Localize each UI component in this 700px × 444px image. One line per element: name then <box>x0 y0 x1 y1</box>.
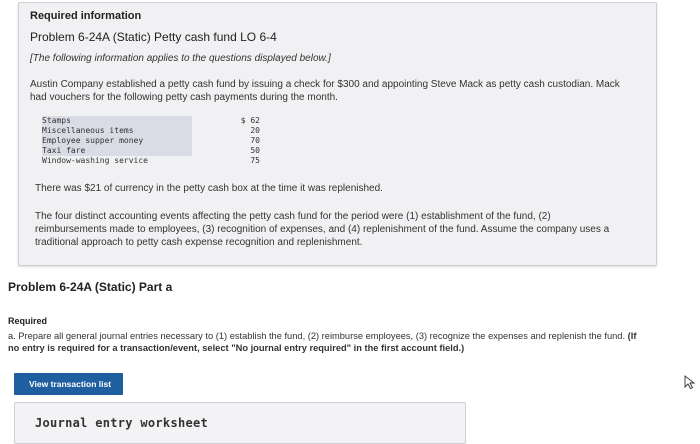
voucher-label: Stamps <box>42 116 192 126</box>
table-row <box>42 116 260 126</box>
mouse-cursor-icon <box>684 375 696 389</box>
problem-title: Problem 6-24A (Static) Petty cash fund LO 6-4 <box>30 30 277 44</box>
voucher-amount: 50 <box>250 146 260 155</box>
journal-entry-worksheet-panel[interactable] <box>14 402 466 444</box>
required-information-heading: Required information <box>30 10 142 22</box>
voucher-amount: 70 <box>250 136 260 145</box>
voucher-amount: 20 <box>250 126 260 135</box>
required-text: a. Prepare all general journal entries necessary to (1) establish the fund, (2) reimburse employees, (3) recognize the expenses and replenish the fund. <box>8 331 626 341</box>
required-bold-note: (If no entry is required for a transaction/event, select "No journal entry required" in the first account field.) <box>8 331 637 353</box>
events-paragraph: The four distinct accounting events affecting the petty cash fund for the period were (1) establishment of the fund, (2) reimbursements made to employees, (3) recognition of expenses, and (4) replenishment of the fund. Assume the company uses a traditional approach to petty cash expense recognition and replenishment. <box>35 211 610 248</box>
voucher-amount: 75 <box>250 156 260 165</box>
voucher-table <box>42 116 260 166</box>
voucher-label: Employee supper money <box>42 136 192 146</box>
intro-paragraph: Austin Company established a petty cash fund by issuing a check for $300 and appointing Steve Mack as petty cash custodian. Mack had vouchers for the following petty cash payments during the month. <box>30 79 620 103</box>
required-label: Required <box>8 316 48 326</box>
voucher-label: Miscellaneous items <box>42 126 192 136</box>
currency-text: There was $21 of currency in the petty cash box at the time it was replenished. <box>35 183 383 194</box>
required-instructions <box>8 330 648 354</box>
table-row <box>42 146 260 156</box>
voucher-amount: $ 62 <box>240 116 260 125</box>
part-title: Problem 6-24A (Static) Part a <box>8 280 173 294</box>
table-row <box>42 136 260 146</box>
table-row <box>42 156 260 166</box>
voucher-label: Taxi fare <box>42 146 192 156</box>
applies-note: [The following information applies to the questions displayed below.] <box>30 53 331 64</box>
voucher-label: Window-washing service <box>42 156 148 165</box>
view-transaction-list-button[interactable]: View transaction list <box>14 373 123 395</box>
journal-entry-worksheet-title: Journal entry worksheet <box>35 416 209 430</box>
table-row <box>42 126 260 136</box>
